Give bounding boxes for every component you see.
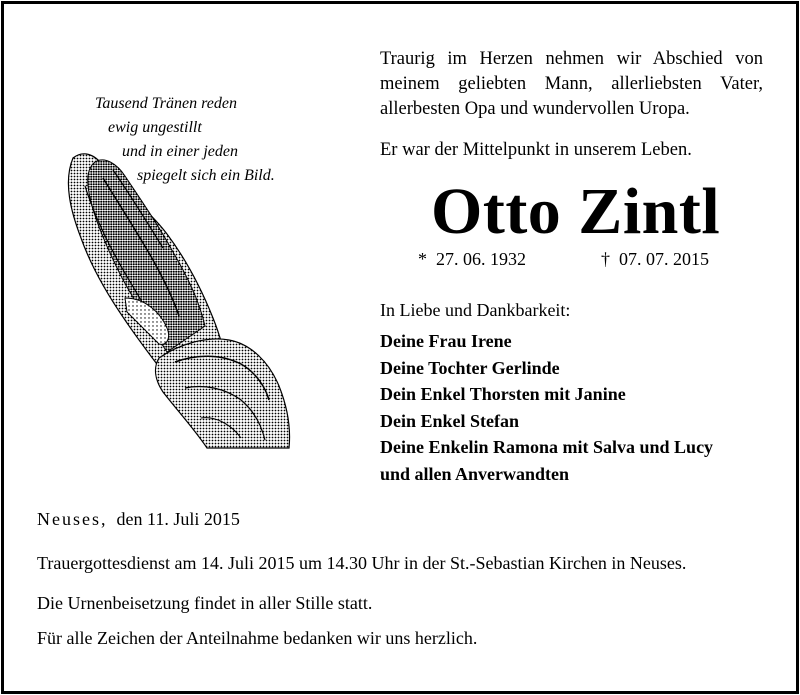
- mourner-name: und allen Anverwandten: [380, 463, 570, 484]
- urn-notice: Die Urnenbeisetzung findet in aller Stille statt.: [37, 593, 373, 613]
- poem-line: und in einer jeden: [122, 143, 238, 160]
- intro-center-line: Er war der Mittelpunkt in unserem Leben.: [380, 140, 692, 160]
- deceased-name: Otto Zintl: [431, 175, 721, 248]
- intro-line: allerbesten Opa und wundervollen Uropa.: [380, 99, 690, 119]
- mourners-heading: In Liebe und Dankbarkeit:: [380, 300, 571, 320]
- service-notice: Trauergottesdienst am 14. Juli 2015 um 14.30 Uhr in der St.-Sebastian Kirchen in Neuses.: [37, 553, 687, 573]
- death-date-row: [601, 249, 709, 270]
- birth-date: 27. 06. 1932: [436, 249, 526, 269]
- mourners-list: [380, 328, 713, 487]
- place-date: [37, 509, 240, 530]
- death-date: 07. 07. 2015: [619, 249, 709, 269]
- mourner-name: Deine Frau Irene: [380, 331, 512, 351]
- place: Neuses,: [37, 509, 108, 529]
- thanks-notice: Für alle Zeichen der Anteilnahme bedanken wir uns herzlich.: [37, 628, 478, 648]
- praying-hands-icon: [55, 148, 300, 453]
- poem-line: Tausend Tränen reden: [95, 95, 237, 112]
- intro-line: Traurig im Herzen nehmen wir Abschied von: [380, 49, 763, 69]
- mourner-name: Dein Enkel Stefan: [380, 410, 520, 431]
- mourner-name: Deine Enkelin Ramona mit Salva und Lucy: [380, 437, 714, 457]
- date: den 11. Juli 2015: [116, 509, 240, 529]
- mourner-name: Dein Enkel Thorsten mit Janine: [380, 384, 626, 404]
- poem-line: spiegelt sich ein Bild.: [137, 167, 275, 184]
- poem-line: ewig ungestillt: [108, 119, 202, 136]
- mourner-name: Deine Tochter Gerlinde: [380, 357, 560, 378]
- death-symbol: †: [601, 249, 610, 269]
- birth-symbol: *: [418, 249, 427, 269]
- birth-date-row: [418, 249, 526, 270]
- intro-line: meinem geliebten Mann, allerliebsten Vater,: [380, 74, 763, 94]
